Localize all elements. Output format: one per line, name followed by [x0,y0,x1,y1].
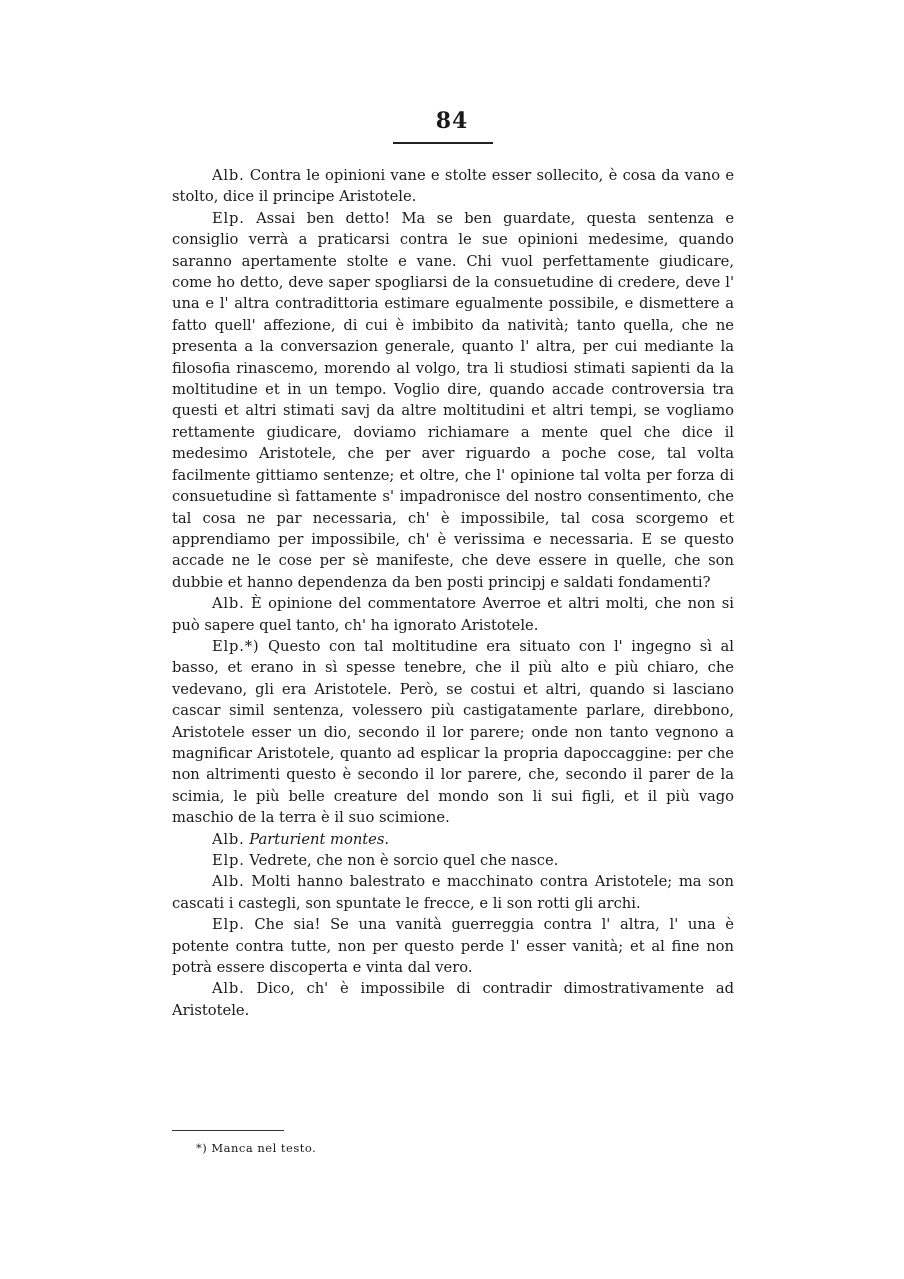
speaker-label: Elp. [212,209,245,227]
speaker-label: Alb. [212,830,245,848]
dialogue-paragraph [172,208,734,593]
dialogue-paragraph [172,871,734,914]
speaker-label: Alb. [212,980,245,998]
paragraph-text: Parturient montes. [249,830,390,848]
footnote-rule [172,1130,284,1131]
speaker-label: Alb. [212,167,245,184]
speaker-label: Elp. [212,916,245,934]
dialogue-paragraph [172,850,734,871]
page-number: 84 [435,108,469,134]
header-rule [393,142,493,144]
dialogue-paragraph [172,978,734,1021]
speaker-label: Alb. [212,873,245,891]
paragraph-text: È opinione del commentatore Averroe et altri molti, che non si può sapere quel tanto, ch' ha ignorato Aristotele. [172,595,734,634]
speaker-label: Alb. [212,595,245,613]
footnote: *) Manca nel testo. [196,1141,317,1155]
speaker-label: Elp. [212,852,245,869]
paragraph-text: Che sia! Se una vanità guerreggia contra l' altra, l' una è potente contra tutte, non per questo perde l' esser vanità; et al fine non potrà essere discoperta e vinta dal vero. [172,916,734,977]
paragraph-text: Dico, ch' è impossibile di contradir dimostrativamente ad Aristotele. [172,980,735,1019]
dialogue-paragraph [172,636,734,829]
dialogue-paragraph [172,165,734,208]
paragraph-text: Contra le opinioni vane e stolte esser sollecito, è cosa da vano e stolto, dice il principe Aristotele. [172,167,735,206]
paragraph-text: Assai ben detto! Ma se ben guardate, questa sentenza e consiglio verrà a praticarsi contra le sue opinioni medesime, quando saranno apertamente stolte e vane. Chi vuol perfettamente giudicare, come ho detto, deve saper spogliarsi de la consuetudine di credere, deve l' una e l' altra contradittoria estimare egualmente possibile, e dismettere a fatto quell' affezione, di cui è imbibito da natività; tanto quella, che ne presenta a la conversazion generale, quanto l' altra, per cui mediante la filosofia rinascemo, morendo al volgo, tra li studiosi stimati sapienti da la moltitudine et in un tempo. Voglio dire, quando accade controversia tra questi et altri stimati savj da altre moltitudini et altri tempi, se vogliamo rettamente giudicare, doviamo richiamare a mente quel che dice il medesimo Aristotele, che per aver riguardo a poche cose, tal volta facilmente gittiamo sentenze; et oltre, che l' opinione tal volta per forza di consuetudine sì fattamente s' impadronisce del nostro consentimento, che tal cosa ne par necessaria, ch' è impossibile, tal cosa scorgemo et apprendiamo per impossibile, ch' è verissima e necessaria. E se questo accade ne le cose per sè manifeste, che deve essere in quelle, che son dubbie et hanno dependenza da ben posti principj e saldati fondamenti? [172,209,735,591]
dialogue-paragraph [172,914,734,978]
paragraph-text: Molti hanno balestrato e macchinato contra Aristotele; ma son cascati i castegli, son spuntate le frecce, e li son rotti gli archi. [172,873,735,912]
dialogue-paragraph [172,829,734,850]
paragraph-text: Vedrete, che non è sorcio quel che nasce. [249,852,559,869]
paragraph-text: Questo con tal moltitudine era situato con l' ingegno sì al basso, et erano in sì spesse tenebre, che il più alto e più chiaro, che vedevano, gli era Aristotele. Però, se costui et altri, quando si lasciano cascar simil sentenza, volessero più castigatamente parlare, direbbono, Aristotele esser un dio, secondo il lor parere; onde non tanto vegnono a magnificar Aristotele, quanto ad esplicar la propria dapoccaggine: per che non altrimenti questo è secondo il lor parere, che, secondo il parer de la scimia, le più belle creature del mondo son li sui figli, et il più vago maschio de la terra è il suo scimione. [172,637,735,827]
dialogue-paragraph [172,593,734,636]
dialogue-text [172,165,734,1021]
speaker-label: Elp.*) [212,637,260,655]
